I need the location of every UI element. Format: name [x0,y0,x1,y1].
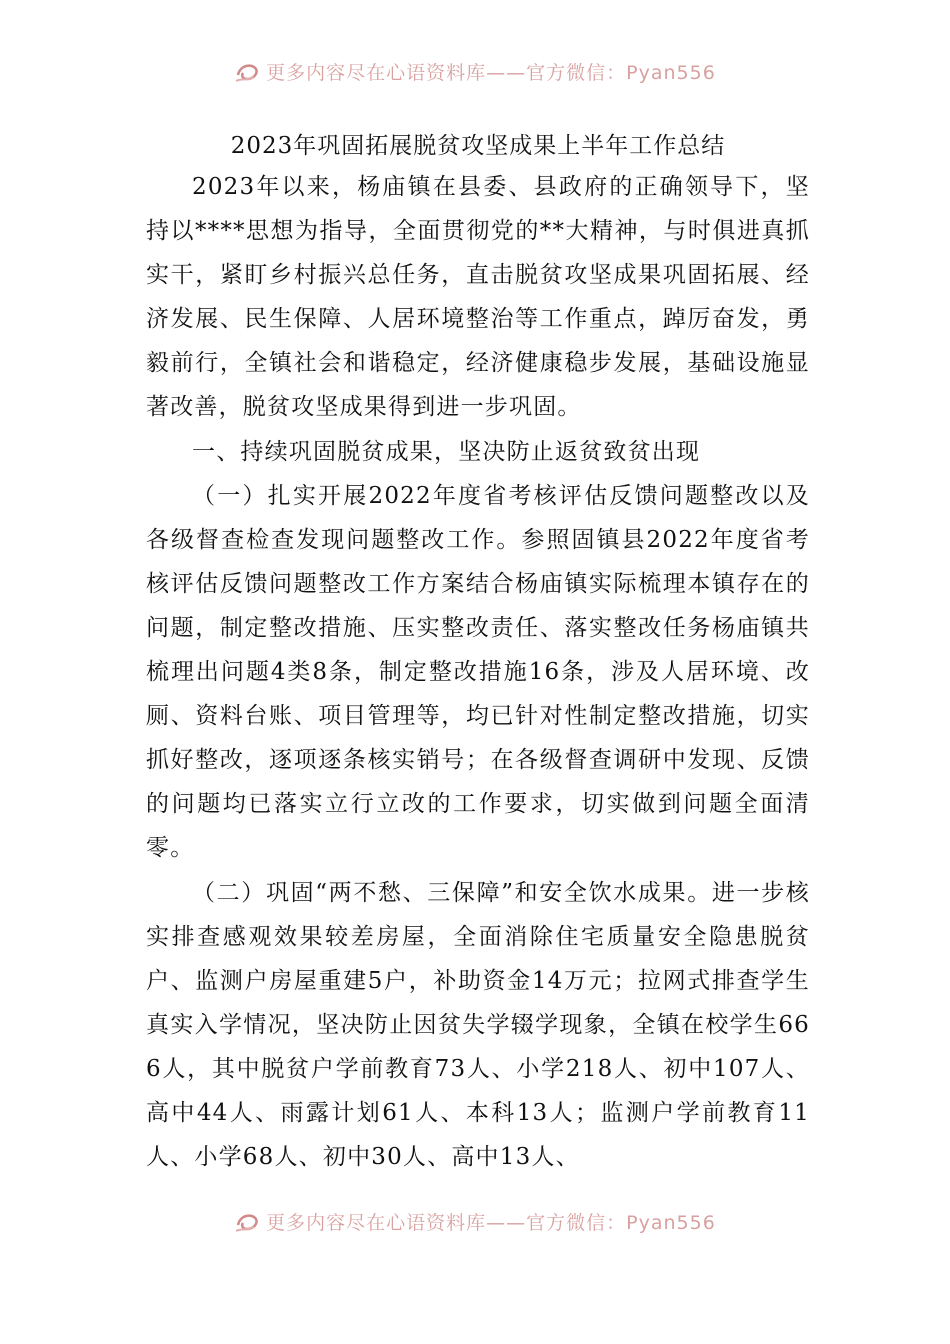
watermark-text: 更多内容尽在心语资料库——官方微信：Pyan556 [266,62,716,84]
item-2-paragraph: （二）巩固“两不愁、三保障”和安全饮水成果。进一步核实排查感观效果较差房屋，全面消除住宅质量安全隐患脱贫户、监测户房屋重建5户，补助资金14万元；拉网式排查学生真实入学情况，坚决防止因贫失学辍学现象，全镇在校学生666人，其中脱贫户学前教育73人、小学218人、初中107人、高中44人、雨露计划61人、本科13人；监测户学前教育11人、小学68人、初中30人、高中13人、 [146,879,810,1171]
watermark-bottom [0,1208,950,1235]
swirl-logo-icon [234,61,260,83]
watermark-text: 更多内容尽在心语资料库——官方微信：Pyan556 [266,1212,716,1234]
intro-paragraph: 2023年以来，杨庙镇在县委、县政府的正确领导下，坚持以****思想为指导，全面贯彻党的**大精神，与时俱进真抓实干，紧盯乡村振兴总任务，直击脱贫攻坚成果巩固拓展、经济发展、民生保障、人居环境整治等工作重点，踔厉奋发，勇毅前行，全镇社会和谐稳定，经济健康稳步发展，基础设施显著改善，脱贫攻坚成果得到进一步巩固。 [146,174,810,421]
document-body [146,128,810,1179]
item-1-paragraph: （一）扎实开展2022年度省考核评估反馈问题整改以及各级督查检查发现问题整改工作。参照固镇县2022年度省考核评估反馈问题整改工作方案结合杨庙镇实际梳理本镇存在的问题，制定整改措施、压实整改责任、落实整改任务杨庙镇共梳理出问题4类8条，制定整改措施16条，涉及人居环境、改厕、资料台账、项目管理等，均已针对性制定整改措施，切实抓好整改，逐项逐条核实销号；在各级督查调研中发现、反馈的问题均已落实立行立改的工作要求，切实做到问题全面清零。 [146,482,810,862]
watermark-top [0,58,950,85]
swirl-logo-icon [234,1211,260,1233]
document-title: 2023年巩固拓展脱贫攻坚成果上半年工作总结 [230,133,726,159]
section-1-heading: 一、持续巩固脱贫成果，坚决防止返贫致贫出现 [192,438,701,465]
